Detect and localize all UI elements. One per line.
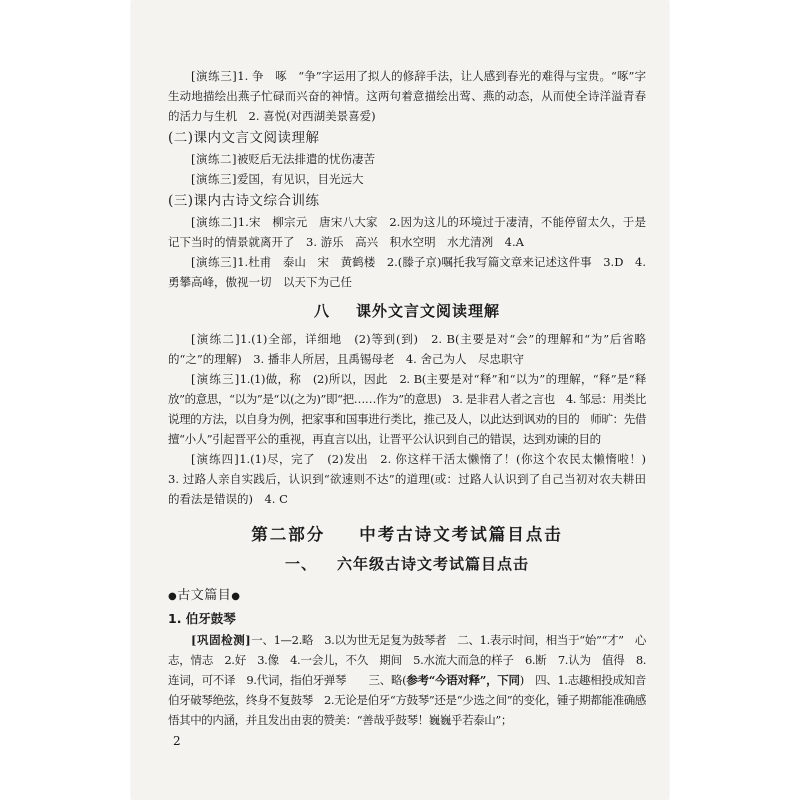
document-page [132, 0, 668, 800]
answer-paragraph [168, 66, 646, 126]
answer-paragraph [168, 252, 646, 292]
answer-paragraph [168, 149, 646, 169]
subsection-heading: (三)课内古诗文综合训练 [168, 193, 320, 209]
answer-text: ) 四、1.志趣相投成知音 伯牙破琴绝弦，终身不复鼓琴 2.无论是伯牙“方鼓琴”还是“少选之间”的变化，锺子期都能准确感悟其中的内涵，并且发出由衷的赞美：“善哉乎鼓琴！巍巍乎若泰山”； [168, 673, 658, 727]
answer-paragraph [168, 329, 646, 369]
item-title: 1. 伯牙鼓琴 [168, 611, 236, 626]
answer-text: 1.(1)尽，完了 (2)发出 2. 你这样干活太懒惰了！(你这个农民太懒惰啦！) 3. 过路人亲自实践后，认识到“欲速则不达”的道理(或：过路人认识到了自己当初对农夫耕田的看法是错误的) 4. C [168, 452, 658, 506]
subsection-heading: (二)课内文言文阅读理解 [168, 130, 320, 146]
answer-text: 一、1—2.略 3.以为世无足复为鼓琴者 二、1.表示时间，相当于“始”“才” 心志，情志 2.好 3.像 4.一会儿，不久 期间 5.水流大而急的样子 6.断 7.认为 值得 8.连词，可不译 9.代词，指伯牙弹琴 三、略( [168, 633, 646, 687]
chapter-heading [168, 551, 646, 577]
answer-paragraph [168, 369, 646, 449]
answer-text: 1.(1)做，称 (2)所以，因此 2. B(主要是对“释”和“以为”的理解，“释”是“释放”的意思，“以为”是“以(之为)”即“把……作为”的意思) 3. 是非君人者之言也 4. 邹忌：用类比说理的方法，以自身为例，把家事和国事进行类比，推己及人，以此达到讽劝的目的 师旷：先借擅“小人”引起晋平公的重视，再直言以出，让晋平公认识到自己的错误，达到劝谏的目的 [168, 372, 646, 446]
part-heading [168, 521, 646, 549]
answer-paragraph [168, 169, 646, 189]
exercise-tag: [演练三] [191, 372, 240, 386]
answer-paragraph [168, 449, 658, 509]
bullet-icon: ● [231, 591, 241, 602]
category-heading [168, 585, 646, 608]
exercise-tag: [巩固检测] [191, 633, 252, 647]
exercise-tag: [演练二] [191, 332, 241, 346]
exercise-tag: [演练三] [191, 69, 238, 83]
section-number: 八 [313, 302, 330, 320]
answer-text: 1.宋 柳宗元 唐宋八大家 2.因为这儿的环境过于凄清，不能停留太久，于是记下当时的情景就离开了 3. 游乐 高兴 积水空明 水尤清冽 4.A [168, 215, 646, 249]
exercise-tag: [演练三] [191, 172, 237, 186]
reference-note: 参考“今语对释”，下同 [406, 673, 520, 687]
exercise-tag: [演练二] [191, 215, 238, 229]
answer-paragraph [168, 630, 658, 730]
answer-paragraph [168, 212, 646, 252]
exercise-tag: [演练四] [191, 452, 240, 466]
answer-text: 被贬后无法排遣的忧伤凄苦 [236, 152, 375, 166]
exercise-tag: [演练三] [191, 255, 238, 269]
page-number: 2 [173, 734, 181, 748]
category-title: 古文篇目 [177, 588, 232, 603]
exercise-tag: [演练二] [191, 152, 237, 166]
page-content [168, 66, 658, 730]
answer-text: 1.(1)全部，详细地 (2)等到(到) 2. B(主要是对“会”的理解和“为”后省略的“之”的理解) 3. 播非人所居，且禹锡母老 4. 舍己为人 尽忠职守 [168, 332, 646, 366]
section-title: 课外文言文阅读理解 [356, 302, 501, 320]
part-label: 第二部分 [251, 525, 326, 544]
bullet-icon: ● [168, 591, 178, 602]
part-title: 中考古诗文考试篇目点击 [359, 525, 563, 544]
chapter-number: 一、 [284, 555, 317, 573]
answer-text: 1. 争 啄 “争”字运用了拟人的修辞手法，让人感到春光的难得与宝贵。“啄”字生动地描绘出燕子忙碌而兴奋的神情。这两句着意描绘出莺、燕的动态，从而使全诗洋溢青春的活力与生机 2. 喜悦(对西湖美景喜爱) [168, 69, 646, 123]
answer-text: 1.杜甫 泰山 宋 黄鹤楼 2.(滕子京)嘱托我写篇文章来记述这件事 3.D 4.勇攀高峰，傲视一切 以天下为己任 [168, 255, 646, 289]
answer-text: 爱国，有见识，目光远大 [236, 172, 364, 186]
chapter-title: 六年级古诗文考试篇目点击 [337, 555, 530, 573]
section-heading [168, 298, 646, 324]
